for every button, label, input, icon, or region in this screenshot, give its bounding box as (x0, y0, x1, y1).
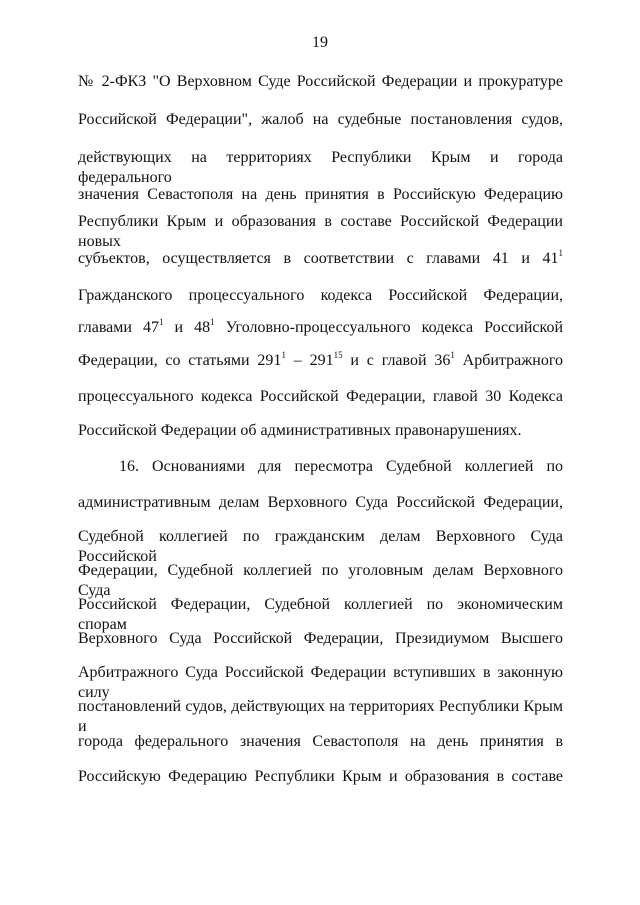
text-segment: 16. Основаниями для пересмотра Судебной коллегией по (119, 458, 563, 475)
text-line (78, 148, 563, 188)
text-line (78, 72, 563, 92)
superscript: 1 (159, 317, 164, 327)
text-segment: субъектов, осуществляется в соответствии с главами 41 и 41 (78, 250, 559, 267)
text-line (78, 249, 563, 269)
text-segment: постановлений судов, действующих на территориях Республики Крым и (78, 698, 563, 735)
text-segment: Российской Федерации", жалоб на судебные постановления судов, (78, 111, 563, 128)
text-segment: Российской Федерации об административных правонарушениях. (78, 422, 522, 439)
text-line (78, 421, 563, 441)
text-line (119, 457, 563, 477)
text-segment: действующих на территориях Республики Крым и города федерального (78, 149, 563, 186)
text-segment: и с главой 36 (342, 352, 451, 369)
text-segment: главами 47 (78, 319, 159, 336)
text-segment: Федерации, Судебной коллегией по уголовным делам Верховного Суда (78, 562, 563, 599)
text-segment: процессуального кодекса Российской Федерации, главой 30 Кодекса (78, 388, 563, 405)
text-line (78, 697, 563, 737)
text-segment: значения Севастополя на день принятия в Российскую Федерацию (78, 186, 563, 203)
text-segment: Арбитражного (454, 352, 564, 369)
text-segment: города федерального значения Севастополя на день принятия в (78, 733, 563, 750)
text-segment: Верховного Суда Российской Федерации, Президиумом Высшего (78, 630, 563, 647)
text-segment: Российскую Федерацию Республики Крым и образования в составе (78, 768, 563, 785)
superscript: 15 (333, 350, 343, 360)
superscript: 1 (281, 350, 286, 360)
text-segment: и 48 (163, 319, 211, 336)
text-segment: Российской Федерации, Судебной коллегией по экономическим спорам (78, 596, 563, 633)
superscript: 1 (450, 350, 455, 360)
text-line (78, 286, 563, 306)
text-segment: – 291 (285, 352, 334, 369)
text-line (78, 387, 563, 407)
text-segment: Гражданского процессуального кодекса Российской Федерации, (78, 287, 563, 304)
text-line (78, 185, 563, 205)
text-line (78, 351, 563, 371)
text-segment: Арбитражного Суда Российской Федерации вступивших в законную силу (78, 664, 563, 701)
text-segment: Судебной коллегией по гражданским делам Верховного Суда Российской (78, 528, 563, 565)
text-line (78, 732, 563, 752)
text-line (78, 767, 563, 787)
text-segment: административным делам Верховного Суда Российской Федерации, (78, 494, 563, 511)
text-segment: Уголовно-процессуального кодекса Российской (214, 319, 564, 336)
text-segment: № 2-ФКЗ "О Верховном Суде Российской Федерации и прокуратуре (78, 73, 563, 90)
superscript: 1 (558, 248, 563, 258)
page-number: 19 (312, 34, 328, 51)
text-line (78, 212, 563, 252)
text-line (78, 493, 563, 513)
text-line (78, 629, 563, 649)
text-segment: Республики Крым и образования в составе Российской Федерации новых (78, 213, 563, 250)
text-line (78, 110, 563, 130)
text-segment: Федерации, со статьями 291 (78, 352, 282, 369)
text-line (78, 318, 563, 338)
superscript: 1 (210, 317, 215, 327)
